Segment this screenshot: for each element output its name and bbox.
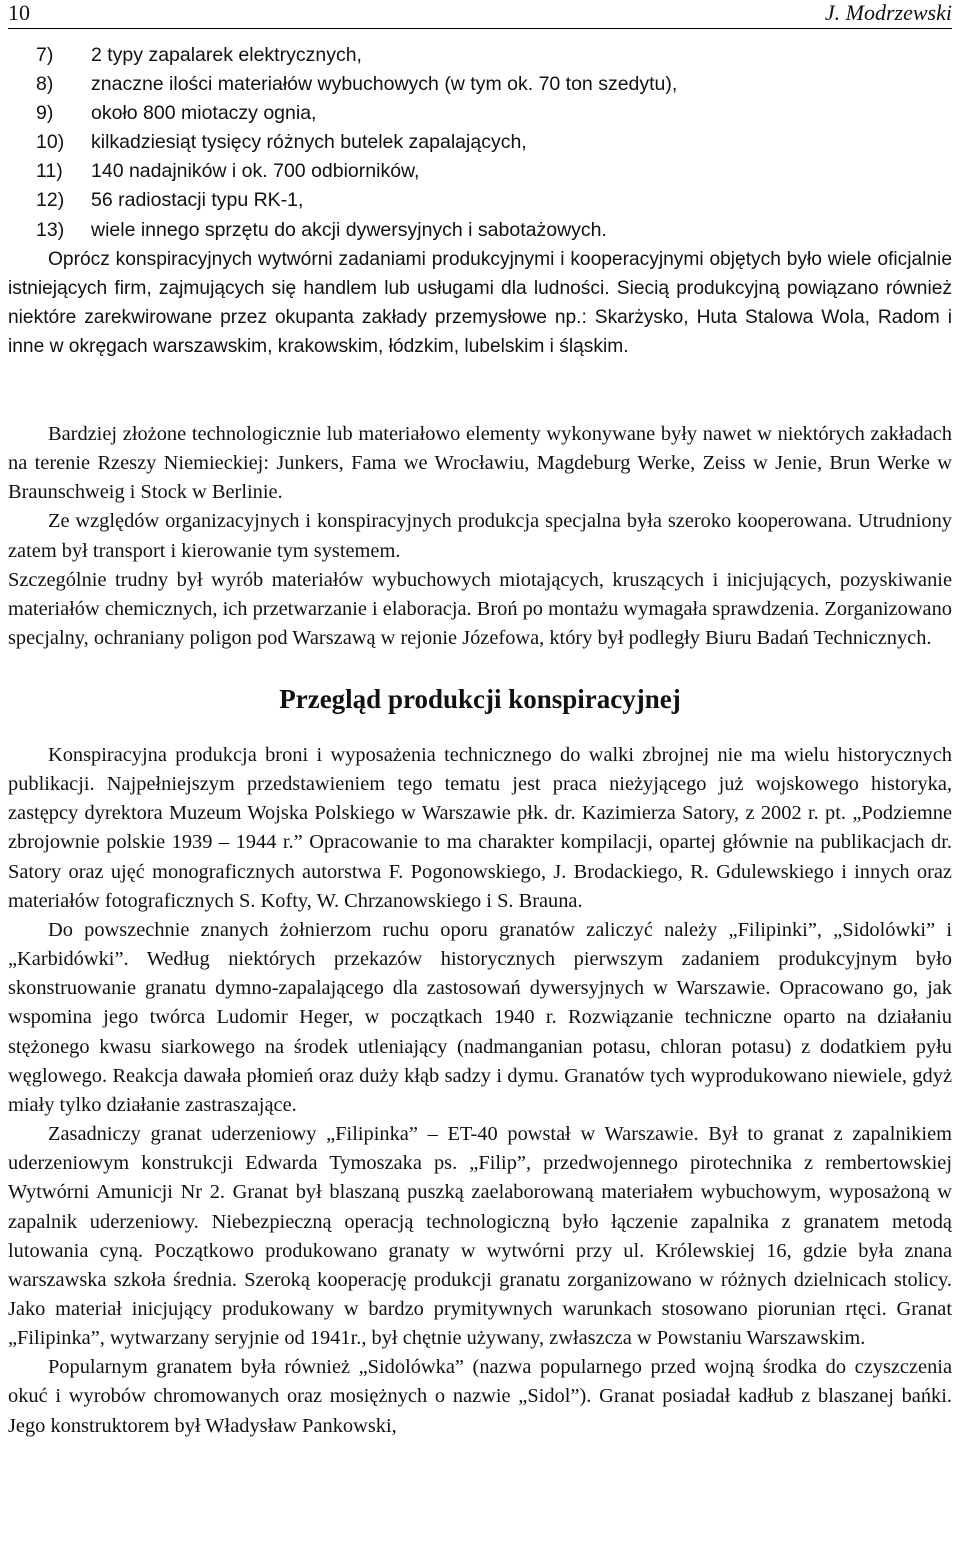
list-item-number: 12) bbox=[36, 189, 65, 212]
running-title: J. Modrzewski bbox=[824, 0, 952, 25]
body-paragraph: Bardziej złożone technologicznie lub materiałowo elementy wykonywane były nawet w niektórych zakładach na terenie Rzeszy Niemieckiej: Junkers, Fama we Wrocławiu, Magdeburg Werke, Zeiss w Jenie, Brun Werke w Braunschweig i Stock w Berlinie. bbox=[8, 423, 952, 504]
list-item bbox=[36, 99, 952, 128]
body-paragraph: Zasadniczy granat uderzeniowy „Filipinka” – ET-40 powstał w Warszawie. Był to granat z zapalnikiem uderzeniowym konstrukcji Edwarda Tymoszaka ps. „Filip”, przedwojennego pirotechnika z rembertowskiej Wytwórni Amunicji Nr 2. Granat był blaszaną puszką zaelaborowaną materiałem wybuchowym, wyposażoną w zapalnik uderzeniowy. Niebezpieczną operacją technologiczną było łączenie zapalnika z granatem metodą lutowania cyną. Początkowo produkowano granaty w wytwórni przy ul. Królewskiej 16, gdzie była znana warszawska szkoła średnia. Szeroką kooperację produkcji granatu zorganizowano w różnych dzielnicach stolicy. Jako materiał inicjujący produkowany w bardzo prymitywnych warunkach stosowano piorunian rtęci. Granat „Filipinka”, wytwarzany seryjnie od 1941r., był chętnie używany, zwłaszcza w Powstaniu Warszawskim. bbox=[8, 1123, 952, 1350]
body-paragraph: Szczególnie trudny był wyrób materiałów wybuchowych miotających, kruszących i inicjujących, pozyskiwanie materiałów chemicznych, ich przetwarzanie i elaboracja. Broń po montażu wymagała sprawdzenia. Zorganizowano specjalny, ochraniany poligon pod Warszawą w rejonie Józefowa, który był podległy Biuru Badań Technicznych. bbox=[8, 568, 952, 650]
list-item-number: 13) bbox=[36, 218, 65, 241]
body-paragraph: Oprócz konspiracyjnych wytwórni zadaniami produkcyjnymi i kooperacyjnymi objętych było wiele oficjalnie istniejących firm, zajmujących się handlem lub usługami dla ludności. Siecią produkcyjną powiązano również niektóre zarekwirowane przez okupanta zakłady przemysłowe np.: Skarżysko, Huta Stalowa Wola, Radom i inne w okręgach warszawskim, krakowskim, łódzkim, lubelskim i śląskim. bbox=[8, 249, 952, 357]
list-item-text: 140 nadajników i ok. 700 odbiorników, bbox=[91, 160, 420, 183]
list-item-text: kilkadziesiąt tysięcy różnych butelek zapalających, bbox=[91, 131, 527, 154]
numbered-list bbox=[36, 41, 952, 245]
list-item-text: 56 radiostacji typu RK-1, bbox=[91, 189, 304, 212]
list-item-number: 8) bbox=[36, 73, 54, 96]
list-item-text: znaczne ilości materiałów wybuchowych (w tym ok. 70 ton szedytu), bbox=[91, 73, 678, 96]
body-paragraph: Ze względów organizacyjnych i konspiracyjnych produkcja specjalna była szeroko kooperowana. Utrudniony zatem był transport i kierowanie tym systemem. bbox=[8, 510, 952, 562]
list-item bbox=[36, 157, 952, 186]
list-item-number: 11) bbox=[36, 160, 63, 183]
body-text-block-a bbox=[8, 420, 952, 653]
list-item-number: 7) bbox=[36, 44, 54, 66]
section-heading: Przegląd produkcji konspiracyjnej bbox=[279, 684, 681, 714]
list-item bbox=[36, 128, 952, 157]
list-item-number: 9) bbox=[36, 102, 54, 125]
body-paragraph: Do powszechnie znanych żołnierzom ruchu oporu granatów zaliczyć należy „Filipinki”, „Sidolówki” i „Karbidówki”. Według niektórych przekazów historycznych pierwszym zadaniem produkcyjnym było skonstruowanie granatu dymno-zapalającego dla zastosowań dywersyjnych w Warszawie. Opracowano go, jak wspomina jego twórca Ludomir Heger, w początkach 1940 r. Rozwiązanie techniczne oparto na działaniu stężonego kwasu siarkowego na środek utleniający (nadmanganian potasu, chloran potasu) z dodatkiem pyłu węglowego. Reakcja dawała płomień oraz duży kłąb sadzy i dymu. Granatów tych wyprodukowano niewiele, gdyż miały tylko działanie zastraszające. bbox=[8, 918, 952, 1116]
body-paragraph: Konspiracyjna produkcja broni i wyposażenia technicznego do walki zbrojnej nie ma wielu historycznych publikacji. Najpełniejszym przedstawieniem tego tematu jest praca nieżyjącego już wojskowego historyka, zastępcy dyrektora Muzeum Wojska Polskiego w Warszawie płk. dr. Kazimierza Satory, z 2002 r. pt. „Podziemne zbrojownie polskie 1939 – 1944 r.” Opracowanie to ma charakter kompilacji, opartej głównie na publikacjach dr. Satory oraz ujęć monograficznych autorstwa F. Pogonowskiego, J. Brodackiego, R. Gdulewskiego i innych oraz materiałów fotograficznych S. Kofty, W. Chrzanowskiego i S. Brauna. bbox=[8, 744, 952, 912]
list-item-text: wiele innego sprzętu do akcji dywersyjnych i sabotażowych. bbox=[91, 218, 607, 241]
list-item bbox=[36, 216, 952, 245]
list-item-text: 2 typy zapalarek elektrycznych, bbox=[91, 44, 362, 66]
list-item-number: 10) bbox=[36, 131, 65, 154]
list-item bbox=[36, 70, 952, 99]
running-header bbox=[8, 0, 952, 28]
intro-text-block bbox=[8, 245, 952, 361]
list-item bbox=[36, 186, 952, 215]
list-item bbox=[36, 41, 952, 70]
header-rule bbox=[8, 28, 952, 29]
body-text-block-b bbox=[8, 741, 952, 1441]
body-paragraph: Popularnym granatem była również „Sidolówka” (nazwa popularnego przed wojną środka do czyszczenia okuć i wyrobów chromowanych oraz mosiężnych o nazwie „Sidol”). Granat posiadał kadłub z blaszanej bańki. Jego konstruktorem był Władysław Pankowski, bbox=[8, 1356, 952, 1437]
page-number: 10 bbox=[8, 0, 30, 25]
list-item-text: około 800 miotaczy ognia, bbox=[91, 102, 317, 125]
